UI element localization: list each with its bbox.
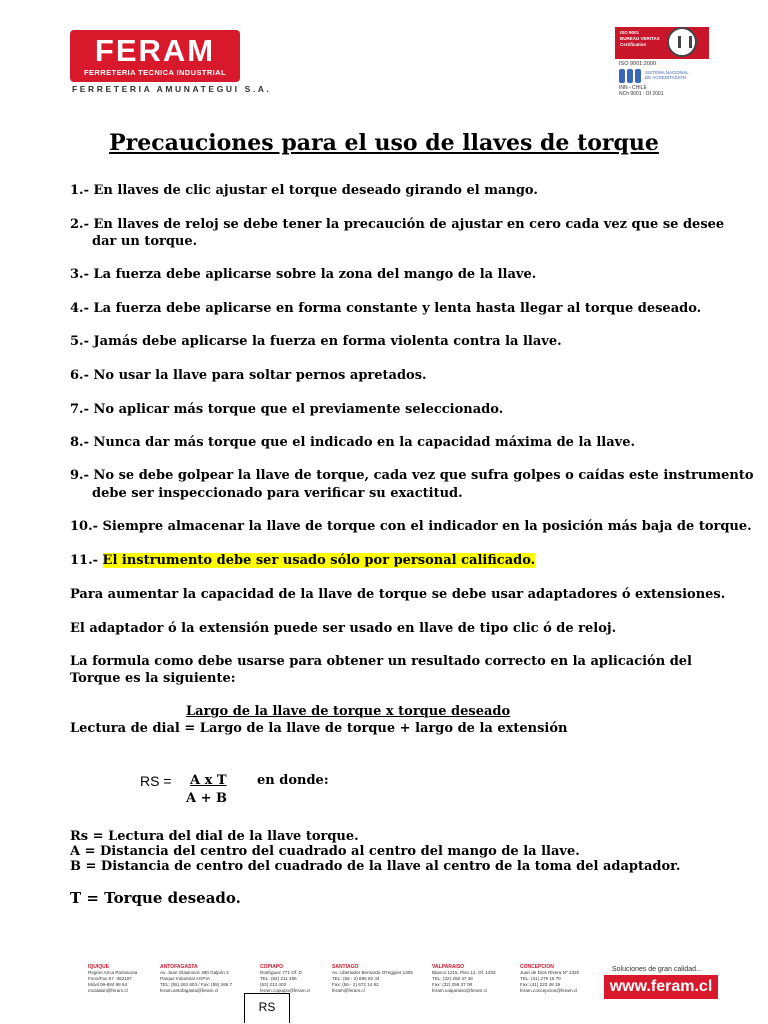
office-name: COPIAPO — [260, 964, 284, 970]
office-line: Blanco 1215, Piso 12, Of. 1203 — [432, 970, 496, 975]
office-valparaiso — [432, 964, 514, 994]
list-item: 4.- La fuerza debe aplicarse en forma constante y lenta hasta llegar al torque deseado. — [70, 301, 702, 316]
office-line: feram.antofagasta@feram.cl — [160, 988, 219, 993]
office-line: TEL: (41) 279 15 70 — [520, 976, 561, 981]
inn-logo-icon — [619, 69, 643, 83]
office-line: feram.concepcion@feram.cl — [520, 988, 578, 993]
office-line: Móvil 09-884 98 64 — [88, 982, 128, 987]
office-line: Región Arica Parinacota — [88, 970, 138, 975]
cert-agency — [645, 70, 689, 80]
office-copiapo — [260, 964, 322, 994]
website-link[interactable]: www.feram.cl — [604, 975, 718, 999]
paragraph: La formula como debe usarse para obtener un resultado correcto en la aplicación del — [70, 654, 693, 669]
definition: A = Distancia del centro del cuadrado al centro del mango de la llave. — [70, 844, 580, 859]
office-line: Fono/Fax 57 -362187 — [88, 976, 132, 981]
definition: Rs = Lectura del dial de la llave torque. — [70, 829, 359, 844]
bureau-veritas-badge — [615, 27, 709, 59]
cert-line: BUREAU VERITAS — [620, 36, 660, 41]
list-item: 6.- No usar la llave para soltar pernos apretados. — [70, 368, 427, 383]
office-antofagasta — [160, 964, 250, 994]
cert-agency-line: SISTEMA NACIONAL — [645, 70, 689, 75]
office-santiago — [332, 964, 424, 994]
office-line: Parque Industrial AGPIA — [160, 976, 210, 981]
list-item: 7.- No aplicar más torque que el previamente seleccionado. — [70, 402, 504, 417]
office-line: TEL: (52) 211 455 — [260, 976, 297, 981]
list-item-continuation: debe ser inspeccionado para verificar su exactitud. — [92, 486, 463, 501]
office-line: feram.copiapo@feram.cl — [260, 988, 311, 993]
rs-where: en donde: — [257, 773, 329, 788]
cert-iso-text: ISO 9001:2000 — [619, 61, 657, 67]
logo-subtitle: FERRETERIA TECNICA INDUSTRIAL — [84, 67, 226, 77]
office-line: Fax: (32) 259 37 08 — [432, 982, 473, 987]
office-line: Av. Libertador Bernardo O'Higgins 1305 — [332, 970, 413, 975]
office-line: feram.valparaiso@feram.cl — [432, 988, 487, 993]
formula-numerator: Largo de la llave de torque x torque deseado — [186, 704, 511, 719]
logo-word: FERAM — [94, 32, 216, 68]
office-line: feram@feram.cl — [332, 988, 365, 993]
office-line: TEL: (55) 262 603 / Fax: (55) 268 7 — [160, 982, 233, 987]
office-name: ANTOFAGASTA — [160, 964, 198, 970]
company-name: FERRETERIA AMUNATEGUI S.A. — [72, 84, 272, 94]
footer-slogan: Soluciones de gran calidad... — [612, 966, 702, 973]
torque-definition: T = Torque deseado. — [70, 889, 241, 907]
cert-agency-line: DE ACREDITACION — [645, 75, 686, 80]
office-line: (52) 213 403 — [260, 982, 287, 987]
rs-denominator: A + B — [186, 791, 228, 806]
list-item: 10.- Siempre almacenar la llave de torque con el indicador en la posición más baja de torque. — [70, 519, 752, 534]
office-name: SANTIAGO — [332, 964, 359, 970]
office-line: Rodriguez 771 Of. D — [260, 970, 302, 975]
office-name: IQUIQUE — [88, 964, 110, 970]
paragraph: Para aumentar la capacidad de la llave de torque se debe usar adaptadores ó extensiones. — [70, 587, 726, 602]
list-item: 5.- Jamás debe aplicarse la fuerza en forma violenta contra la llave. — [70, 334, 562, 349]
list-item-continuation: dar un torque. — [92, 234, 198, 249]
office-line: Fax: (56 - 2) 672 14 62 — [332, 982, 379, 987]
paragraph: El adaptador ó la extensión puede ser usado en llave de tipo clic ó de reloj. — [70, 621, 617, 636]
cert-country-line: NCh 9001 : Of 2001 — [619, 91, 664, 97]
definition: B = Distancia de centro del cuadrado de la llave al centro de la toma del adaptador. — [70, 859, 681, 874]
office-line: Av. Juan Glasinovic 480 Galpón 2 — [160, 970, 229, 975]
rs-label: RS = — [140, 773, 172, 789]
office-line: Juan de Dios Rivera Nº 1330 — [520, 970, 580, 975]
formula-lhs: Lectura de dial = Largo de la llave de torque + largo de la extensión — [70, 721, 568, 736]
list-item-number: 11.- — [70, 553, 99, 568]
seal-icon — [667, 27, 697, 57]
rs-box: RS — [244, 993, 290, 1023]
highlighted-text: El instrumento debe ser usado sólo por personal calificado. — [102, 553, 536, 568]
certification-logos — [615, 27, 717, 99]
feram-logo — [70, 30, 240, 82]
list-item: 8.- Nunca dar más torque que el indicado en la capacidad máxima de la llave. — [70, 435, 636, 450]
list-item — [70, 552, 535, 569]
list-item: 9.- No se debe golpear la llave de torque, cada vez que sufra golpes o caídas este instrumento — [70, 468, 754, 483]
footer — [70, 964, 718, 1019]
cert-country-line: INN - CHILE — [619, 85, 647, 91]
page-title: Precauciones para el uso de llaves de torque — [109, 130, 659, 156]
office-concepcion — [520, 964, 598, 994]
office-line: Fax: (41) 223 48 19 — [520, 982, 561, 987]
list-item: 2.- En llaves de reloj se debe tener la precaución de ajustar en cero cada vez que se desee — [70, 217, 725, 232]
office-name: CONCEPCION — [520, 964, 554, 970]
office-name: VALPARAISO — [432, 964, 465, 970]
paragraph: Torque es la siguiente: — [70, 671, 236, 686]
cert-country — [619, 85, 663, 97]
rs-numerator: A x T — [190, 773, 227, 788]
list-item: 3.- La fuerza debe aplicarse sobre la zona del mango de la llave. — [70, 267, 537, 282]
office-line: mcatalan@feram.cl — [88, 988, 128, 993]
office-line: TEL: (32) 259 37 38 — [432, 976, 473, 981]
office-line: TEL: (56 - 2) 696 82 44 — [332, 976, 380, 981]
office-iquique — [88, 964, 150, 994]
cert-line: ISO 9001 — [620, 30, 640, 35]
cert-line: Certification — [620, 42, 647, 47]
list-item: 1.- En llaves de clic ajustar el torque deseado girando el mango. — [70, 183, 538, 198]
